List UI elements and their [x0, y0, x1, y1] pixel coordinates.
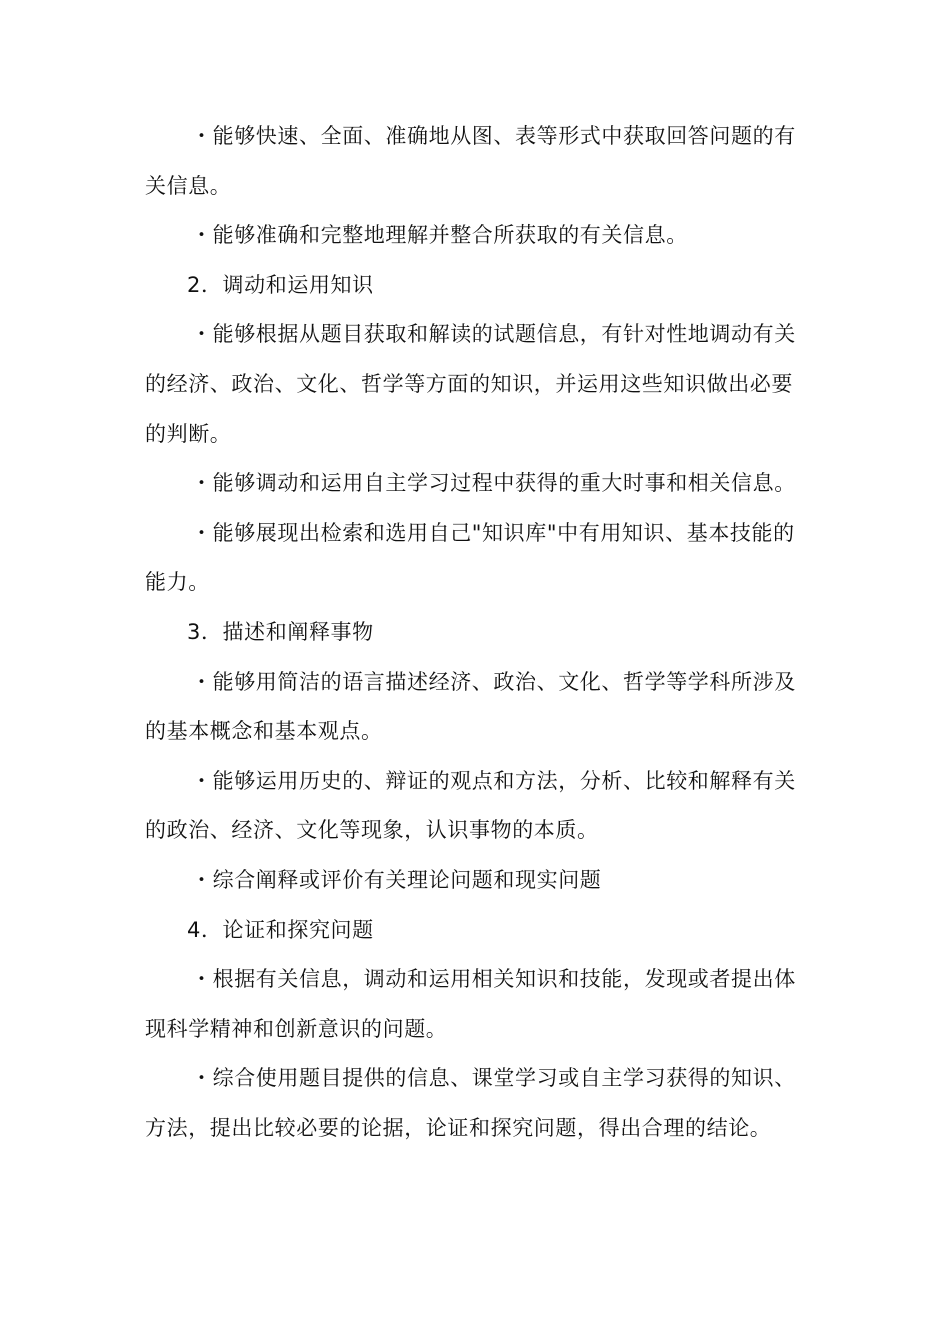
bullet-paragraph: ・能够根据从题目获取和解读的试题信息，有针对性地调动有关的经济、政治、文化、哲学等方面的知识，并运用这些知识做出必要的判断。 [145, 322, 796, 446]
section-heading: 2．调动和运用知识 [187, 272, 374, 297]
bullet-paragraph: ・能够用简洁的语言描述经济、政治、文化、哲学等学科所涉及的基本概念和基本观点。 [145, 669, 796, 744]
bullet-paragraph: ・能够运用历史的、辩证的观点和方法，分析、比较和解释有关的政治、经济、文化等现象，认识事物的本质。 [145, 768, 796, 843]
bullet-paragraph: ・综合使用题目提供的信息、课堂学习或自主学习获得的知识、方法，提出比较必要的论据，论证和探究问题，得出合理的结论。 [145, 1066, 796, 1140]
section-heading: 4．论证和探究问题 [187, 917, 374, 942]
bullet-paragraph: ・能够快速、全面、准确地从图、表等形式中获取回答问题的有关信息。 [145, 124, 796, 198]
bullet-paragraph: ・根据有关信息，调动和运用相关知识和技能，发现或者提出体现科学精神和创新意识的问题。 [145, 967, 796, 1041]
bullet-paragraph: ・能够展现出检索和选用自己"知识库"中有用知识、基本技能的能力。 [145, 520, 795, 595]
document-body [145, 112, 810, 1153]
section-heading: 3．描述和阐释事物 [187, 619, 374, 644]
bullet-paragraph: ・能够准确和完整地理解并整合所获取的有关信息。 [191, 223, 688, 248]
bullet-paragraph: ・综合阐释或评价有关理论问题和现实问题 [191, 867, 602, 892]
bullet-paragraph: ・能够调动和运用自主学习过程中获得的重大时事和相关信息。 [191, 471, 796, 496]
